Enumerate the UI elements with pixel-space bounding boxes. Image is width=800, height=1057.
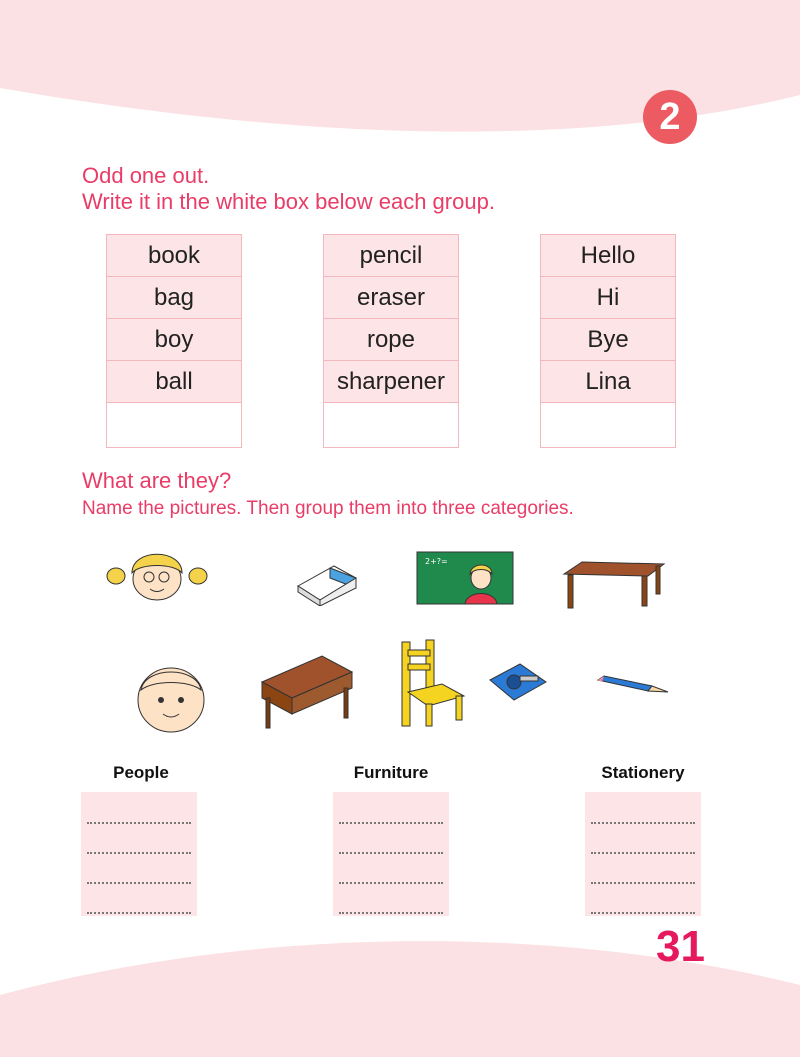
category-box-furniture[interactable] (333, 792, 449, 916)
exercise1-title-line2: Write it in the white box below each group. (82, 189, 495, 214)
writing-line[interactable] (87, 838, 191, 854)
exercise2-title: What are they? (82, 468, 232, 493)
answer-box[interactable] (541, 403, 675, 447)
word-cell: Hi (541, 277, 675, 319)
word-group-3 (540, 234, 676, 448)
word-cell: Lina (541, 361, 675, 403)
exercise2-instructions: Name the pictures. Then group them into three categories. (82, 498, 574, 519)
answer-box[interactable] (324, 403, 458, 447)
word-cell: rope (324, 319, 458, 361)
category-box-stationery[interactable] (585, 792, 701, 916)
word-cell: book (107, 235, 241, 277)
writing-line[interactable] (87, 868, 191, 884)
writing-line[interactable] (339, 898, 443, 914)
writing-line[interactable] (591, 808, 695, 824)
writing-line[interactable] (591, 898, 695, 914)
boy-face-picture (133, 660, 209, 736)
word-cell: eraser (324, 277, 458, 319)
girl-face-picture (104, 543, 210, 603)
word-cell: pencil (324, 235, 458, 277)
writing-line[interactable] (591, 838, 695, 854)
word-cell: Hello (541, 235, 675, 277)
word-group-1 (106, 234, 242, 448)
eraser-picture (294, 560, 360, 606)
word-cell: Bye (541, 319, 675, 361)
category-box-people[interactable] (81, 792, 197, 916)
exercise1-title-line1: Odd one out. (82, 163, 210, 188)
pencil-picture (596, 674, 672, 694)
unit-number-badge: 2 (643, 90, 697, 144)
category-label-furniture: Furniture (353, 763, 429, 782)
answer-box[interactable] (107, 403, 241, 447)
table-picture (562, 560, 666, 610)
writing-line[interactable] (87, 898, 191, 914)
svg-text:2+?=: 2+?= (425, 557, 448, 566)
writing-line[interactable] (339, 838, 443, 854)
category-label-people: People (113, 763, 169, 782)
category-label-stationery: Stationery (601, 763, 685, 782)
page-number: 31 (656, 922, 705, 971)
writing-line[interactable] (339, 868, 443, 884)
teacher-at-board-picture (415, 550, 515, 606)
sharpener-picture (486, 660, 550, 702)
word-cell: bag (107, 277, 241, 319)
word-cell: boy (107, 319, 241, 361)
desk-picture (258, 652, 354, 732)
writing-line[interactable] (87, 808, 191, 824)
word-cell: sharpener (324, 361, 458, 403)
writing-line[interactable] (339, 808, 443, 824)
writing-line[interactable] (591, 868, 695, 884)
chair-picture (398, 636, 468, 728)
word-group-2 (323, 234, 459, 448)
word-cell: ball (107, 361, 241, 403)
